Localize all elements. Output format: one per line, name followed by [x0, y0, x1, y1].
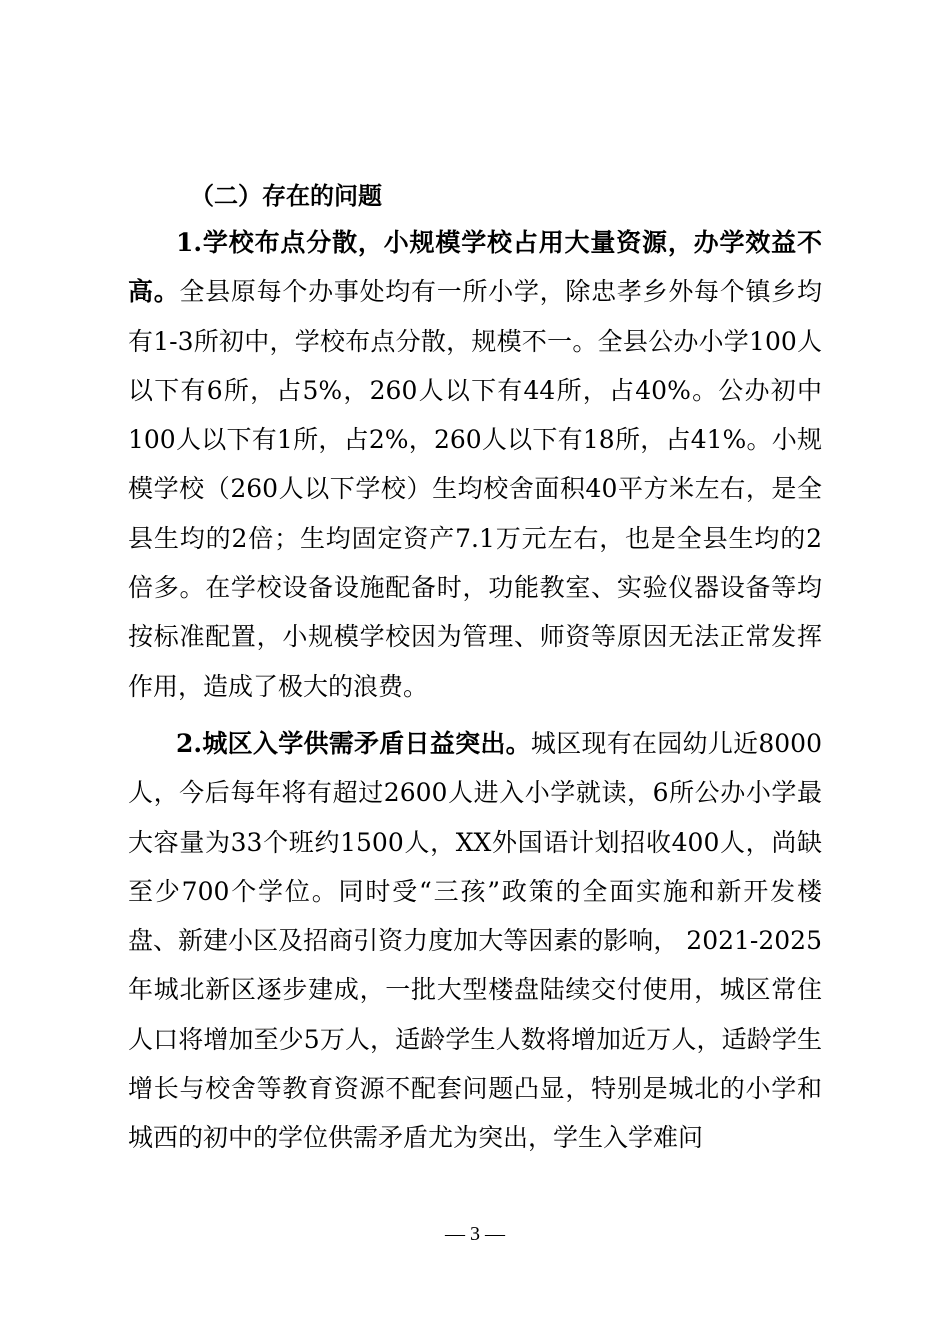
paragraph-1-lead: 1.学校布点分散，小规模学校占用大量资源，办学效益不高。 — [128, 228, 822, 307]
paragraph-2-body: 城区现有在园幼儿近8000人，今后每年将有超过2600人进入小学就读，6所公办小学最大容量为33个班约1500人，XX外国语计划招收400人，尚缺至少700个学位。同时受“三孩”政策的全面实施和新开发楼盘、新建小区及招商引资力度加大等因素的影响， 2021-2025年城北新区逐步建成，一批大型楼盘陆续交付使用，城区常住人口将增加至少5万人，适龄学生人数将增加近万人，适龄学生增长与校舍等教育资源不配套问题凸显，特别是城北的小学和城西的初中的学位供需矛盾尤为突出，学生入学难问 — [128, 729, 822, 1153]
paragraph-1-body: 全县原每个办事处均有一所小学，除忠孝乡外每个镇乡均有1-3所初中，学校布点分散，规模不一。全县公办小学100人以下有6所，占5%，260人以下有44所，占40%。公办初中100人以下有1所，占2%，260人以下有18所，占41%。小规模学校（260人以下学校）生均校舍面积40平方米左右，是全县生均的2倍；生均固定资产7.1万元左右，也是全县生均的2倍多。在学校设备设施配备时，功能教室、实验仪器设备等均按标准配置，小规模学校因为管理、师资等原因无法正常发挥作用，造成了极大的浪费。 — [128, 277, 822, 701]
paragraph-1 — [128, 218, 822, 711]
paragraph-2-lead: 2.城区入学供需矛盾日益突出。 — [176, 729, 531, 758]
page-number: — 3 — — [445, 1223, 505, 1245]
section-heading: （二）存在的问题 — [190, 181, 382, 210]
paragraph-2 — [128, 719, 822, 1163]
